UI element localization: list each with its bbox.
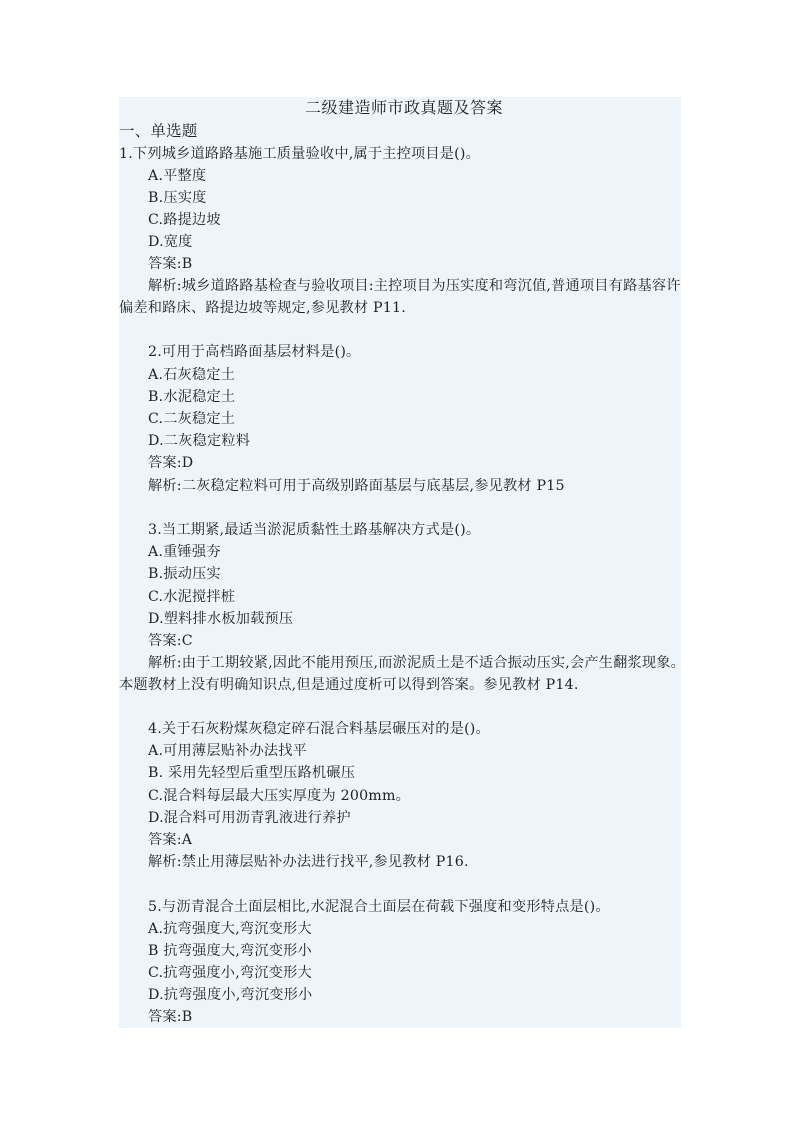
option-a: A.重锤强夯 [148, 544, 221, 560]
question-stem: 3.当工期紧,最适当淤泥质黏性土路基解决方式是()。 [148, 522, 481, 538]
option-a: A.石灰稳定土 [148, 367, 236, 383]
option-d: D.宽度 [148, 234, 193, 250]
option-b: B.水泥稳定土 [148, 389, 236, 405]
option-d: D.二灰稳定粒料 [148, 433, 251, 449]
document-page [119, 97, 686, 1028]
explanation-line: 偏差和路床、路提边坡等规定,参见教材 P11. [119, 300, 406, 316]
option-d: D.混合料可用沥青乳液进行养护 [148, 810, 351, 826]
explanation-line: 解析:二灰稳定粒料可用于高级别路面基层与底基层,参见教材 P15 [148, 478, 565, 494]
answer: 答案:C [148, 633, 193, 649]
question-stem: 2.可用于高档路面基层材料是()。 [148, 344, 361, 360]
explanation-line: 本题教材上没有明确知识点,但是通过度析可以得到答案。参见教材 P14. [119, 677, 579, 693]
option-c: C.混合料每层最大压实厚度为 200mm。 [148, 788, 410, 804]
option-c: C.二灰稳定土 [148, 411, 236, 427]
option-d: D.抗弯强度小,弯沉变形小 [148, 987, 313, 1003]
option-b: B 抗弯强度大,弯沉变形小 [148, 943, 312, 959]
option-b: B.振动压实 [148, 566, 221, 582]
question-stem: 5.与沥青混合土面层相比,水泥混合土面层在荷载下强度和变形特点是()。 [148, 899, 610, 915]
option-b: B. 采用先轻型后重型压路机碾压 [148, 765, 356, 781]
option-c: C.水泥搅拌桩 [148, 589, 236, 605]
option-d: D.塑料排水板加载预压 [148, 611, 294, 627]
explanation-line: 解析:城乡道路路基检查与验收项目:主控项目为压实度和弯沉值,普通项目有路基容许 [148, 278, 681, 294]
section-heading: 一、单选题 [119, 122, 198, 140]
option-c: C.抗弯强度小,弯沉变形大 [148, 965, 312, 981]
answer: 答案:B [148, 1009, 193, 1025]
answer: 答案:B [148, 256, 193, 272]
answer: 答案:D [148, 455, 194, 471]
document-title: 二级建造师市政真题及答案 [305, 98, 504, 117]
option-b: B.压实度 [148, 190, 207, 206]
question-stem: 1.下列城乡道路路基施工质量验收中,属于主控项目是()。 [119, 146, 481, 162]
option-a: A.平整度 [148, 168, 207, 184]
explanation-line: 解析:禁止用薄层贴补办法进行找平,参见教材 P16. [148, 854, 469, 870]
answer: 答案:A [148, 832, 193, 848]
question-stem: 4.关于石灰粉煤灰稳定碎石混合料基层碾压对的是()。 [148, 721, 490, 737]
option-c: C.路提边坡 [148, 212, 221, 228]
option-a: A.可用薄层贴补办法找平 [148, 743, 308, 759]
option-a: A.抗弯强度大,弯沉变形大 [148, 921, 312, 937]
explanation-line: 解析:由于工期较紧,因此不能用预压,而淤泥质土是不适合振动压实,会产生翻浆现象。 [148, 655, 686, 671]
